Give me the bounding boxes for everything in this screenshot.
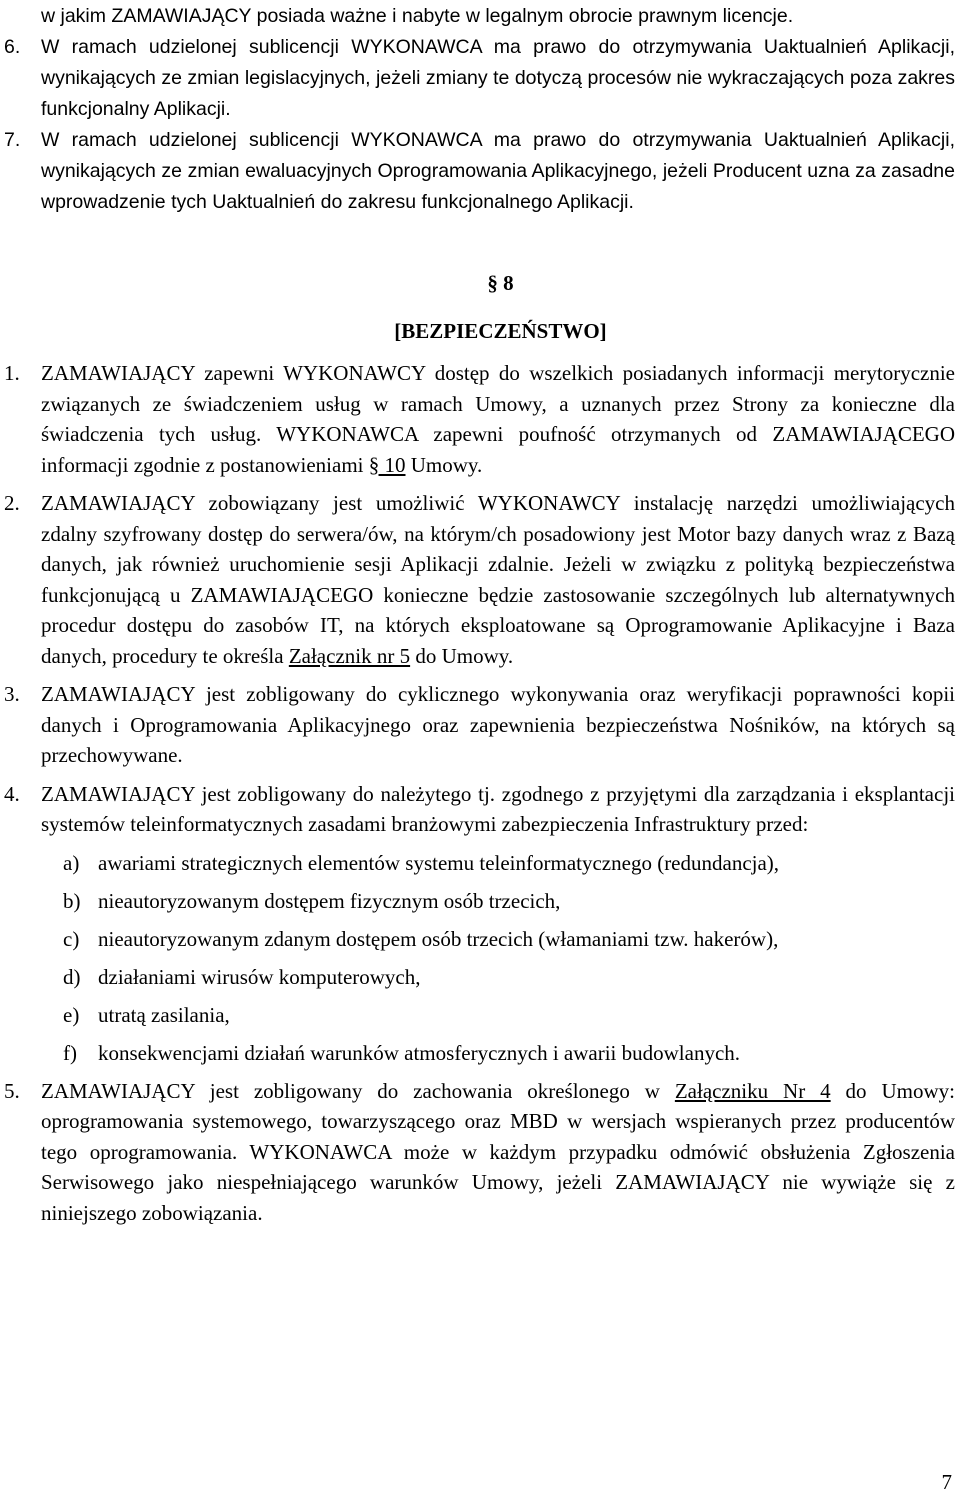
list-item (0, 779, 960, 840)
sublist-text: utratą zasilania, (98, 1002, 230, 1027)
item-number: 5. (4, 1078, 20, 1103)
item-number: 6. (4, 36, 21, 58)
item-number: 2. (4, 491, 20, 515)
sublist-letter: c) (63, 926, 80, 951)
sublist (0, 848, 960, 1068)
item-text: W ramach udzielonej sublicencji WYKONAWCA ma prawo do otrzymywania Uaktualnień Aplikacji, wynikających ze zmian legislacyjnych, jeżeli zmiany te dotyczą procesów nie wykraczających poza zakres funkcjonalny Aplikacji. (41, 36, 955, 120)
sublist-item (63, 962, 960, 992)
list-item (0, 679, 960, 771)
section-number: § 8 (487, 271, 514, 295)
sublist-item (63, 924, 960, 954)
sublist-item (63, 1000, 960, 1030)
item-number: 7. (4, 129, 21, 151)
section-title: [BEZPIECZEŃSTWO] (394, 319, 607, 343)
list-item (0, 125, 960, 218)
item-text: ZAMAWIAJĄCY zapewni WYKONAWCY dostęp do wszelkich posiadanych informacji merytorycznie związanych ze świadczeniem usług w ramach Umowy, a uznanych przez Strony za konieczne dla świadczenia tych usług. WYKONAWCA zapewni poufność otrzymanych od ZAMAWIAJĄCEGO informacji zgodnie z postanowieniami § 10 Umowy. (41, 361, 955, 477)
sublist-text: konsekwencjami działań warunków atmosferycznych i awarii budowlanych. (98, 1040, 741, 1065)
page-number: 7 (941, 1470, 952, 1494)
sublist-item (63, 848, 960, 878)
sublist-letter: e) (63, 1002, 80, 1027)
list-item (0, 1076, 960, 1229)
sublist-text: awariami strategicznych elementów systemu teleinformatycznego (redundancja), (98, 850, 780, 875)
list-item (0, 32, 960, 125)
sublist-letter: b) (63, 888, 81, 913)
continuation-paragraph: w jakim ZAMAWIAJĄCY posiada ważne i nabyte w legalnym obrocie prawnym licencje. (41, 5, 794, 27)
sublist-letter: a) (63, 850, 80, 875)
item-number: 3. (4, 682, 20, 706)
item-text: ZAMAWIAJĄCY jest zobligowany do cyklicznego wykonywania oraz weryfikacji poprawności kopii danych i Oprogramowania Aplikacyjnego oraz zapewnienia bezpieczeństwa Nośników, na których są przechowywane. (41, 682, 955, 767)
list-item (0, 488, 960, 671)
item-text: ZAMAWIAJĄCY zobowiązany jest umożliwić WYKONAWCY instalację narzędzi umożliwiających zdalny szyfrowany dostęp do serwera/ów, na którym/ch posadowiony jest Motor bazy danych wraz z Bazą danych, jak również uruchomienie sesji Aplikacji zdalnie. Jeżeli w związku z polityką bezpieczeństwa funkcjonującą u ZAMAWIAJĄCEGO konieczne będzie zastosowanie szczególnych lub alternatywnych procedur dostępu do zasobów IT, na których eksploatowane są Oprogramowanie Aplikacyjne i Baza danych, procedury te określa Załącznik nr 5 do Umowy. (41, 491, 955, 668)
sublist-item (63, 1038, 960, 1068)
section-reference-link[interactable]: § 10 (368, 452, 406, 477)
item-number: 1. (4, 361, 20, 385)
item-number: 4. (4, 781, 20, 806)
sublist-text: nieautoryzowanym dostępem fizycznym osób trzecich, (98, 888, 561, 913)
item-text: ZAMAWIAJĄCY jest zobligowany do zachowania określonego w Załączniku Nr 4 do Umowy: oprogramowania systemowego, towarzyszącego oraz MBD w wersjach wspieranych przez producentów tego oprogramowania. WYKONAWCA może w każdym przypadku odmówić obsłużenia Zgłoszenia Serwisowego jako niespełniającego warunków Umowy, jeżeli ZAMAWIAJĄCY nie wywiąże się z niniejszego zobowiązania. (41, 1078, 955, 1225)
sublist-text: nieautoryzowanym zdanym dostępem osób trzecich (włamaniami tzw. hakerów), (98, 926, 779, 951)
sublist-letter: d) (63, 964, 81, 989)
item-text: ZAMAWIAJĄCY jest zobligowany do należytego tj. zgodnego z przyjętymi dla zarządzania i eksplantacji systemów teleinformatycznych zasadami branżowymi zabezpieczenia Infrastruktury przed: (41, 781, 955, 836)
attachment-reference-link[interactable]: Załączniku Nr 4 (674, 1078, 831, 1103)
attachment-reference-link[interactable]: Załącznik nr 5 (288, 643, 411, 668)
item-text: W ramach udzielonej sublicencji WYKONAWCA ma prawo do otrzymywania Uaktualnień Aplikacji, wynikających ze zmian ewaluacyjnych Oprogramowania Aplikacyjnego, jeżeli Producent uzna za zasadne wprowadzenie tych Uaktualnień do zakresu funkcjonalnego Aplikacji. (41, 129, 955, 213)
sublist-item (63, 886, 960, 916)
sublist-text: działaniami wirusów komputerowych, (98, 964, 421, 989)
sublist-letter: f) (63, 1040, 77, 1065)
list-item (0, 358, 960, 480)
